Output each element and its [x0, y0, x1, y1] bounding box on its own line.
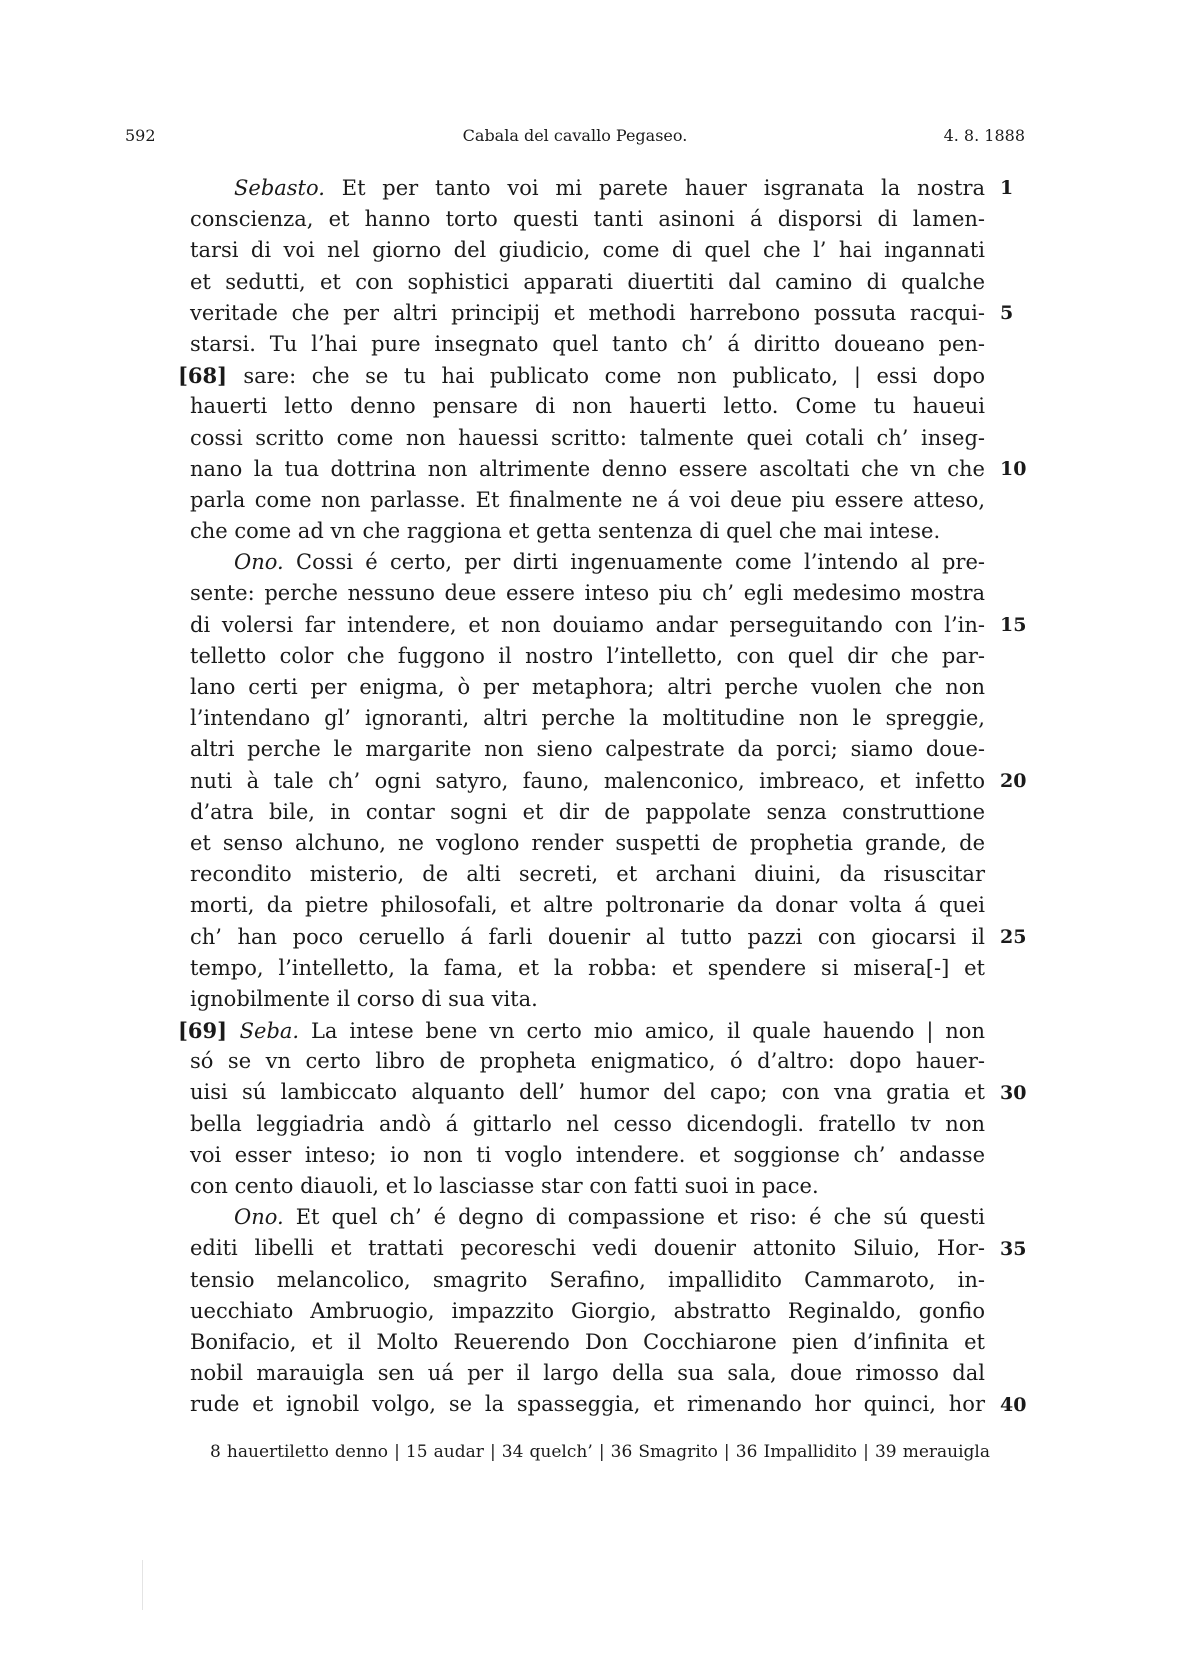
line-text: recondito misterio, de alti secreti, et archani diuini, da risuscitar	[190, 862, 985, 887]
text-line	[190, 1233, 985, 1264]
text-line	[190, 1140, 985, 1171]
line-text: sente: perche nessuno deue essere inteso piu ch’ egli medesimo mostra	[190, 581, 985, 606]
line-text: uecchiato Ambruogio, impazzito Giorgio, abstratto Reginaldo, gonfio	[190, 1298, 985, 1323]
text-line	[190, 267, 985, 298]
line-text: La intese bene vn certo mio amico, il quale hauendo | non	[299, 1019, 985, 1044]
line-text: rude et ignobil volgo, se la spasseggia, et rimenando hor quinci, hor	[190, 1392, 985, 1417]
text-line	[190, 734, 985, 765]
speaker-name: Sebasto.	[234, 176, 325, 200]
line-text: d’atra bile, in contar sogni et dir de pappolate senza construttione	[190, 799, 985, 824]
text-line	[190, 516, 985, 547]
text-line	[190, 703, 985, 734]
text-line	[190, 984, 985, 1015]
text-line	[190, 797, 985, 828]
text-line	[190, 298, 985, 329]
text-line	[190, 1077, 985, 1108]
line-number: 15	[1000, 613, 1027, 636]
text-line	[190, 1389, 985, 1420]
text-line	[190, 641, 985, 672]
running-head	[125, 126, 1025, 150]
line-text: Et per tanto voi mi parete hauer isgranata la nostra	[324, 176, 985, 200]
scan-margin-mark	[142, 1560, 143, 1610]
line-number: 20	[1000, 769, 1027, 792]
line-text: nuti à tale ch’ ogni satyro, fauno, malenconico, imbreaco, et infetto	[190, 768, 985, 793]
text-line	[190, 672, 985, 703]
line-text: con cento diauoli, et lo lasciasse star con fatti suoi in pace.	[190, 1174, 819, 1198]
text-line	[190, 1171, 985, 1202]
line-text: ignobilmente il corso di sua vita.	[190, 986, 538, 1011]
line-text: conscienza, et hanno torto questi tanti asinoni á disporsi di lamen-	[190, 207, 985, 232]
original-page-marker: [69]	[178, 1018, 240, 1044]
text-line	[178, 360, 985, 391]
text-line	[190, 547, 985, 578]
text-line	[190, 485, 985, 516]
line-text: veritade che per altri principij et methodi harrebono possuta racqui-	[190, 300, 985, 325]
line-number: 40	[1000, 1393, 1027, 1416]
line-text: sare: che se tu hai publicato come non publicato, | essi dopo	[243, 364, 985, 389]
line-text: lano certi per enigma, ò per metaphora; altri perche vuolen che non	[190, 675, 985, 699]
line-number: 35	[1000, 1237, 1027, 1260]
speaker-name: Ono.	[234, 1205, 284, 1230]
line-text: di volersi far intendere, et non douiamo andar perseguitando con l’in-	[190, 612, 985, 637]
line-number: 5	[1000, 301, 1014, 324]
line-text: ch’ han poco ceruello á farli douenir al tutto pazzi con giocarsi il	[190, 924, 985, 949]
text-line	[190, 610, 985, 641]
line-text: starsi. Tu l’hai pure insegnato quel tanto ch’ á diritto doueano pen-	[190, 331, 985, 356]
text-line	[178, 1015, 985, 1046]
line-text: Et quel ch’ é degno di compassione et riso: é che sú questi	[283, 1205, 985, 1230]
text-line	[190, 1358, 985, 1389]
text-line	[190, 890, 985, 921]
line-number: 10	[1000, 457, 1027, 480]
text-line	[190, 859, 985, 890]
text-line	[190, 953, 985, 984]
line-text: et senso alchuno, ne voglono render suspetti de prophetia grande, de	[190, 830, 985, 855]
line-text: morti, da pietre philosofali, et altre poltronarie da donar volta á quei	[190, 893, 985, 918]
page-number: 592	[125, 126, 156, 145]
line-text: uisi sú lambiccato alquanto dell’ humor del capo; con vna gratia et	[190, 1080, 985, 1105]
line-text: l’intendano gl’ ignoranti, altri perche la moltitudine non le spreggie,	[190, 706, 985, 731]
line-text: altri perche le margarite non sieno calpestrate da porci; siamo doue-	[190, 737, 985, 762]
text-line	[190, 578, 985, 609]
text-line	[190, 1202, 985, 1233]
line-text: Cossi é certo, per dirti ingenuamente come l’intendo al pre-	[283, 550, 985, 575]
line-text: nobil marauigla sen uá per il largo della sua sala, doue rimosso dal	[190, 1361, 985, 1386]
running-date: 4. 8. 1888	[943, 126, 1025, 145]
line-text: et sedutti, et con sophistici apparati diuertiti dal camino di qualche	[190, 269, 985, 294]
line-text: telletto color che fuggono il nostro l’intelletto, con quel dir che par-	[190, 643, 985, 668]
text-line	[190, 329, 985, 360]
line-text: tarsi di voi nel giorno del giudicio, come di quel che l’ hai ingannati	[190, 238, 985, 263]
text-line	[190, 828, 985, 859]
line-text: tensio melancolico, smagrito Serafino, impallidito Cammaroto, in-	[190, 1267, 985, 1292]
text-line	[190, 391, 985, 422]
line-text: só se vn certo libro de propheta enigmatico, ó d’altro: dopo hauer-	[190, 1049, 985, 1074]
text-line	[190, 1296, 985, 1327]
text-line	[190, 1327, 985, 1358]
line-text: tempo, l’intelletto, la fama, et la robba: et spendere si misera[-] et	[190, 955, 985, 980]
text-line	[190, 454, 985, 485]
text-line	[190, 1265, 985, 1296]
running-title: Cabala del cavallo Pegaseo.	[462, 126, 688, 145]
line-text: nano la tua dottrina non altrimente denno essere ascoltati che vn che	[190, 456, 985, 481]
line-text: voi esser inteso; io non ti voglo intendere. et soggionse ch’ andasse	[190, 1142, 985, 1167]
line-text: Bonifacio, et il Molto Reuerendo Don Cocchiarone pien d’infinita et	[190, 1329, 985, 1354]
critical-apparatus: 8 hauertiletto denno | 15 audar | 34 quelch’ | 36 Smagrito | 36 Impallidito | 39 merauigla	[210, 1442, 990, 1462]
text-line	[190, 204, 985, 235]
text-line	[190, 922, 985, 953]
main-text	[178, 173, 985, 1421]
line-number: 25	[1000, 925, 1027, 948]
line-text: che come ad vn che raggiona et getta sentenza di quel che mai intese.	[190, 519, 941, 544]
line-number: 30	[1000, 1081, 1027, 1104]
line-number: 1	[1000, 177, 1014, 199]
text-line	[190, 1109, 985, 1140]
line-text: hauerti letto denno pensare di non hauerti letto. Come tu haueui	[190, 394, 985, 419]
original-page-marker: [68]	[178, 363, 244, 389]
text-line	[190, 1046, 985, 1077]
text-line	[190, 235, 985, 266]
speaker-name: Ono.	[234, 550, 284, 575]
line-text: parla come non parlasse. Et finalmente ne á voi deue piu essere atteso,	[190, 487, 985, 512]
line-text: cossi scritto come non hauessi scritto: talmente quei cotali ch’ inseg-	[190, 425, 985, 450]
speaker-name: Seba.	[239, 1019, 300, 1044]
line-text: bella leggiadria andò á gittarlo nel cesso dicendogli. fratello tv non	[190, 1111, 985, 1136]
text-line	[190, 766, 985, 797]
text-line	[190, 423, 985, 454]
text-line	[190, 173, 985, 204]
line-text: editi libelli et trattati pecoreschi vedi douenir attonito Siluio, Hor-	[190, 1236, 985, 1261]
